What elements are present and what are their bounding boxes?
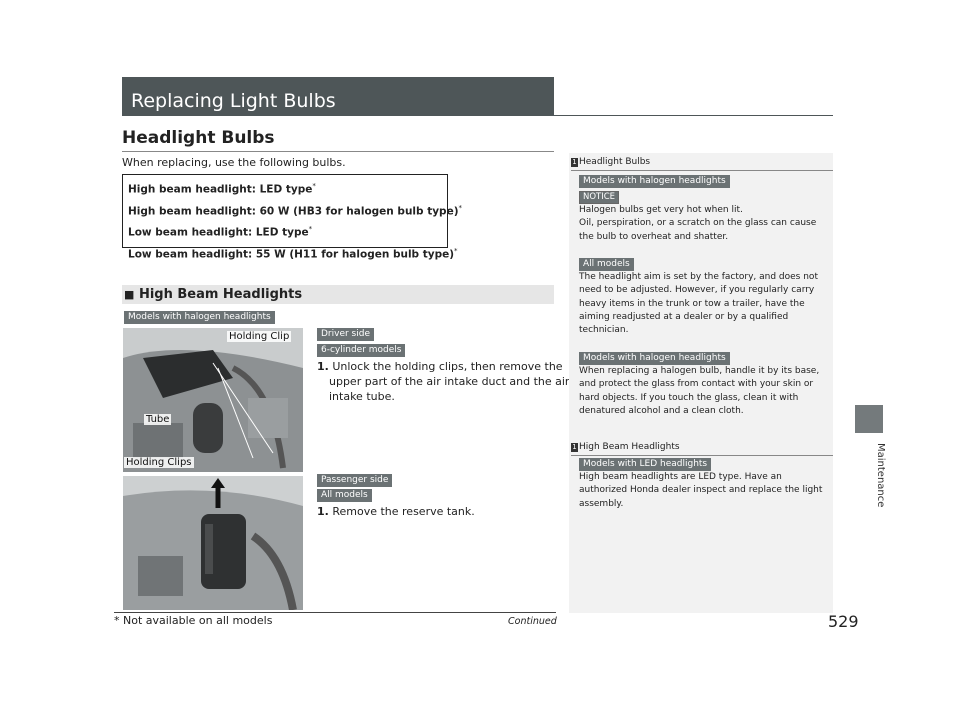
note-paragraph: When replacing a halogen bulb, handle it by its base, and protect the glass from contact with your skin or hard objects. If you touch the glass, clean it with denatured alcohol and a clean cloth.	[579, 366, 820, 416]
bulb-spec-line: Low beam headlight: 55 W (H11 for halogen bulb type)*	[128, 246, 458, 260]
note-paragraph: Halogen bulbs get very hot when lit. Oil, perspiration, or a scratch on the glass can cause the bulb to overheat and shatter.	[579, 205, 817, 242]
continued-label: Continued	[508, 616, 557, 627]
title-rule	[122, 151, 554, 152]
label-tube: Tube	[146, 414, 170, 425]
tag-all-models: All models	[317, 489, 372, 502]
note-paragraph: The headlight aim is set by the factory, and does not need to be adjusted. However, if you regularly carry heavy items in the trunk or tow a trailer, have the aiming readjusted at a dealer or by a qualified technician.	[579, 272, 818, 336]
bulb-spec-line: Low beam headlight: LED type*	[128, 225, 313, 239]
intro-text: When replacing, use the following bulbs.	[122, 156, 346, 169]
step-passenger: 1. Remove the reserve tank.	[317, 505, 475, 518]
bulb-spec-line: High beam headlight: 60 W (HB3 for halogen bulb type)*	[128, 203, 462, 217]
tag-led: Models with LED headlights	[579, 458, 711, 471]
tag-all-models-note: All models	[579, 258, 634, 271]
square-icon: ■	[124, 288, 135, 301]
banner-rule	[554, 115, 833, 116]
note-headlight-bulbs: 1 Headlight Bulbs	[572, 157, 651, 167]
bulb-spec-box	[122, 174, 462, 260]
engine-photo-passenger	[123, 476, 303, 610]
footnote: * Not available on all models	[114, 614, 273, 627]
section-banner: Replacing Light Bulbs	[122, 77, 554, 116]
footer-rule	[114, 612, 556, 613]
tag-passenger-side: Passenger side	[317, 474, 392, 487]
reserve-tank-illustration	[123, 476, 303, 610]
tag-models-halogen: Models with halogen headlights	[124, 311, 275, 324]
step-driver: 1. Unlock the holding clips, then remove the upper part of the air intake duct and the air intake tube.	[317, 360, 570, 403]
tag-halogen: Models with halogen headlights	[579, 175, 730, 188]
label-holding-clips: Holding Clips	[126, 457, 192, 468]
note-rule	[571, 455, 833, 456]
page-number: 529	[828, 612, 859, 631]
label-holding-clip: Holding Clip	[229, 331, 290, 342]
notice-badge: NOTICE	[579, 191, 619, 204]
engine-illustration	[123, 328, 303, 472]
chapter-tab	[855, 405, 883, 433]
subhead-high-beam: ■ High Beam Headlights	[122, 285, 554, 304]
note-rule	[571, 170, 833, 171]
chapter-label: Maintenance	[875, 442, 886, 508]
bulb-spec-line: High beam headlight: LED type*	[128, 182, 316, 196]
engine-photo-driver	[123, 328, 303, 472]
tag-6-cylinder: 6-cylinder models	[317, 344, 405, 357]
note-paragraph: High beam headlights are LED type. Have an authorized Honda dealer inspect and replace the light assembly.	[579, 472, 823, 509]
page-title: Headlight Bulbs	[122, 128, 275, 148]
note-high-beam: 1 High Beam Headlights	[572, 442, 680, 452]
tag-halogen: Models with halogen headlights	[579, 352, 730, 365]
tag-driver-side: Driver side	[317, 328, 374, 341]
